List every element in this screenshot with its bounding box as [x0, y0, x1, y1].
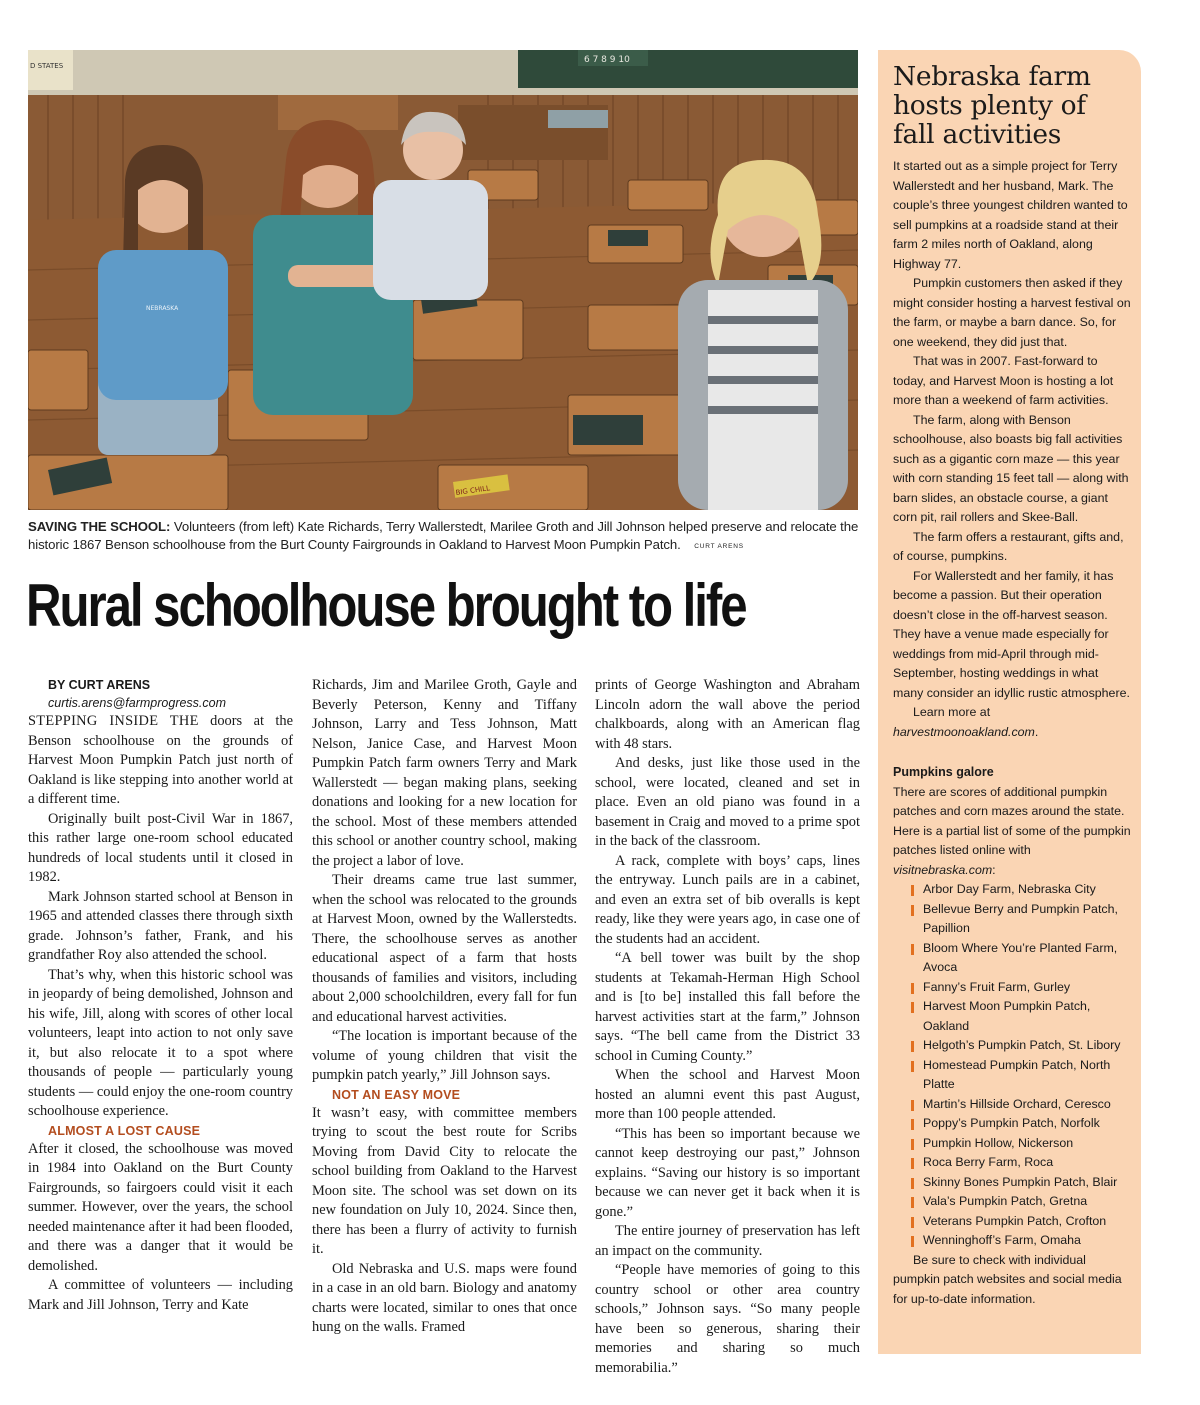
paragraph: “A bell tower was built by the shop students at Tekamah-Herman High School and is [to be] installed this fall before the harvest activities start at the farm,” Johnson says. “The bell came from the District 33 school in Cuming County.”: [595, 950, 860, 1064]
pumpkin-patch-list: [893, 880, 1131, 1251]
sidebar-paragraph: It started out as a simple project for Terry Wallerstedt and her husband, Mark. The couple’s three youngest children wanted to sell pumpkins at a roadside stand at their farm 2 miles north of Oakland, along Highway 77.: [893, 159, 1128, 271]
list-item: Veterans Pumpkin Patch, Crofton: [911, 1212, 1131, 1232]
paragraph: “The location is important because of the volume of young children that visit the pumpkin patch yearly,” Jill Johnson says.: [312, 1028, 577, 1083]
list-item: Helgoth’s Pumpkin Patch, St. Libory: [911, 1036, 1131, 1056]
paragraph: A rack, complete with boys’ caps, lines the entryway. Lunch pails are in a cabinet, and even an extra set of bib overalls is kept ready, like they were years ago, in case one of the students had an accident.: [595, 852, 860, 947]
list-item: Arbor Day Farm, Nebraska City: [911, 880, 1131, 900]
paragraph: The entire journey of preservation has left an impact on the community.: [595, 1223, 860, 1259]
list-item: Harvest Moon Pumpkin Patch, Oakland: [911, 997, 1131, 1036]
paragraph: It wasn’t easy, with committee members trying to scout the best route for Scribs Moving from David City to relocate the school building from Oakland to the Harvest Moon site. The school was set down on its new foundation on July 10, 2024. Since then, there has been a flurry of activity to furnish it.: [312, 1104, 577, 1257]
sidebar-closing: Be sure to check with individual pumpkin patch websites and social media for up-to-date information.: [893, 1252, 1122, 1306]
book-title: BIG CHILL: [455, 484, 491, 497]
list-item: Skinny Bones Pumpkin Patch, Blair: [911, 1173, 1131, 1193]
paragraph: [28, 712, 293, 810]
paragraph: Mark Johnson started school at Benson in 1965 and attended classes there through sixth grade. Johnson’s father, Frank, and his grandfather Roy also attended the school.: [28, 888, 293, 963]
paragraph: Old Nebraska and U.S. maps were found in a case in an old barn. Biology and anatomy charts were located, similar to ones that once hung on the walls. Framed: [312, 1260, 577, 1335]
paragraph: Their dreams came true last summer, when the school was relocated to the grounds at Harvest Moon, owned by the Wallerstedts. There, the schoolhouse serves as another educational aspect of a farm that hosts thousands of families and visitors, including about 2,000 schoolchildren, every fall for fun and educational harvest activities.: [312, 872, 577, 1025]
list-item: Fanny’s Fruit Farm, Gurley: [911, 978, 1131, 998]
byline: BY CURT ARENS: [48, 678, 151, 692]
sidebar-box: [878, 50, 1141, 1354]
sidebar-paragraph: The farm, along with Benson schoolhouse, also boasts big fall activities such as a gigantic corn maze — this year with corn standing 15 feet tall — along with barn slides, an obstacle course, a giant corn pit, rail rollers and Skee-Ball.: [893, 412, 1129, 524]
list-item: Pumpkin Hollow, Nickerson: [911, 1134, 1131, 1154]
list-item: Wenninghoff’s Farm, Omaha: [911, 1231, 1131, 1251]
paragraph: And desks, just like those used in the school, were located, cleaned and set in place. Even an old piano was found in a basement in Craig and moved to a prime spot in the back of the classroom.: [595, 755, 860, 849]
sidebar-paragraph: Learn more at harvestmoonoakland.com.: [893, 705, 1039, 739]
list-intro-text: There are scores of additional pumpkin patches and corn mazes around the state. Here is a partial list of some of the pumpkin patches listed online with: [893, 784, 1131, 857]
learn-more-text: Learn more at: [913, 705, 991, 719]
paragraph: prints of George Washington and Abraham Lincoln adorn the wall above the period chalkboards, along with an American flag with 48 stars.: [595, 677, 860, 752]
harvest-moon-link[interactable]: harvestmoonoakland.com: [893, 724, 1035, 739]
wall-map-label: D STATES: [30, 62, 64, 70]
chalkboard: [518, 50, 858, 88]
paragraph: A committee of volunteers — including Mark and Jill Johnson, Terry and Kate: [28, 1277, 293, 1313]
paragraph: Originally built post-Civil War in 1867, this rather large one-room school educated hundreds of local students until it closed in 1982.: [28, 810, 293, 885]
list-heading: Pumpkins galore: [893, 765, 994, 779]
paragraph: “People have memories of going to this country school or other area country schools,” Johnson says. “So many people have been so generous, sharing their memories and sharing so much memorabilia.”: [595, 1262, 860, 1376]
visitnebraska-link[interactable]: visitnebraska.com: [893, 862, 993, 877]
list-item: Bloom Where You’re Planted Farm, Avoca: [911, 939, 1131, 978]
lead-photo: [28, 50, 858, 510]
list-item: Bellevue Berry and Pumpkin Patch, Papillion: [911, 900, 1131, 939]
caption-text: Volunteers (from left) Kate Richards, Terry Wallerstedt, Marilee Groth and Jill Johnson helped preserve and relocate the historic 1867 Benson schoolhouse from the Burt County Fairgrounds in Oakland to Harvest Moon Pumpkin Patch.: [28, 519, 859, 552]
sidebar-paragraph: Pumpkin customers then asked if they might consider hosting a harvest festival on the farm, or maybe a barn dance. So, for one weekend, they did just that.: [893, 276, 1131, 349]
chalkboard-numbers: 6 7 8 9 10: [584, 55, 630, 65]
list-item: Vala’s Pumpkin Patch, Gretna: [911, 1192, 1131, 1212]
author-email[interactable]: curtis.arens@farmprogress.com: [48, 696, 227, 710]
article-column-1: [28, 676, 293, 1315]
photo-caption: [28, 518, 863, 556]
caption-heading: SAVING THE SCHOOL:: [28, 519, 171, 534]
list-item: Martin’s Hillside Orchard, Ceresco: [911, 1095, 1131, 1115]
lead-in-text: doors at the Benson schoolhouse on the grounds of Harvest Moon Pumpkin Patch just north of Oakland is like stepping into another world at a different time.: [28, 713, 293, 807]
article-column-3: [595, 676, 860, 1378]
shirt-print: NEBRASKA: [146, 305, 179, 312]
list-item: Roca Berry Farm, Roca: [911, 1153, 1131, 1173]
list-item: Homestead Pumpkin Patch, North Platte: [911, 1056, 1131, 1095]
photo-credit: CURT ARENS: [694, 543, 744, 550]
paragraph: That’s why, when this historic school was in jeopardy of being demolished, Johnson and his wife, Jill, along with scores of other local volunteers, leapt into action to not only save it, but also relocate it to a spot where thousands of people — particularly young students — could enjoy the one-room country schoolhouse experience.: [28, 966, 293, 1119]
classroom-photo-illustration: [28, 50, 858, 510]
article-column-2: [312, 676, 577, 1338]
list-item: Poppy’s Pumpkin Patch, Norfolk: [911, 1114, 1131, 1134]
sidebar-title: Nebraska farm hosts plenty of fall activities: [893, 61, 1091, 150]
sidebar-paragraph: The farm offers a restaurant, gifts and, of course, pumpkins.: [893, 529, 1124, 563]
paragraph: Richards, Jim and Marilee Groth, Gayle and Beverly Peterson, Kenny and Tiffany Johnson, Larry and Tess Johnson, Matt Nelson, Janice Case, and Harvest Moon Pumpkin Patch farm owners Terry and Mark Wallerstedt — began making plans, seeking donations and looking for a new location for the school. Most of these members attended this school or another country school, making the project a labor of love.: [312, 677, 577, 869]
wall-map: [28, 50, 73, 90]
headline: Rural schoolhouse brought to life: [26, 572, 746, 639]
lead-in-caps: STEPPING INSIDE THE: [28, 713, 199, 729]
sidebar-paragraph: For Wallerstedt and her family, it has become a passion. But their operation doesn’t close in the off-harvest season. They have a venue made especially for weddings from mid-April through mid-September, hosting weddings in what many consider an idyllic rustic atmosphere.: [893, 568, 1130, 700]
paragraph: When the school and Harvest Moon hosted an alumni event this past August, more than 100 people attended.: [595, 1067, 860, 1122]
subhead-almost-a-lost-cause: ALMOST A LOST CAUSE: [48, 1123, 201, 1138]
paragraph: “This has been so important because we cannot keep destroying our past,” Johnson explains. “Saving our history is so important because we can never get it back when it is gone.”: [595, 1125, 860, 1220]
sidebar-paragraph: That was in 2007. Fast-forward to today, and Harvest Moon is hosting a lot more than a weekend of farm activities.: [893, 354, 1114, 407]
paragraph: After it closed, the schoolhouse was moved in 1984 into Oakland on the Burt County Fairgrounds, so fairgoers could visit it each summer. However, over the years, the school needed maintenance after it had been flooded, and there was a danger that it would be demolished.: [28, 1140, 293, 1274]
list-intro: There are scores of additional pumpkin patches and corn mazes around the state. Here is a partial list of some of the pumpkin patches listed online with visitnebraska.com:: [893, 784, 1131, 877]
subhead-not-an-easy-move: NOT AN EASY MOVE: [332, 1087, 461, 1102]
